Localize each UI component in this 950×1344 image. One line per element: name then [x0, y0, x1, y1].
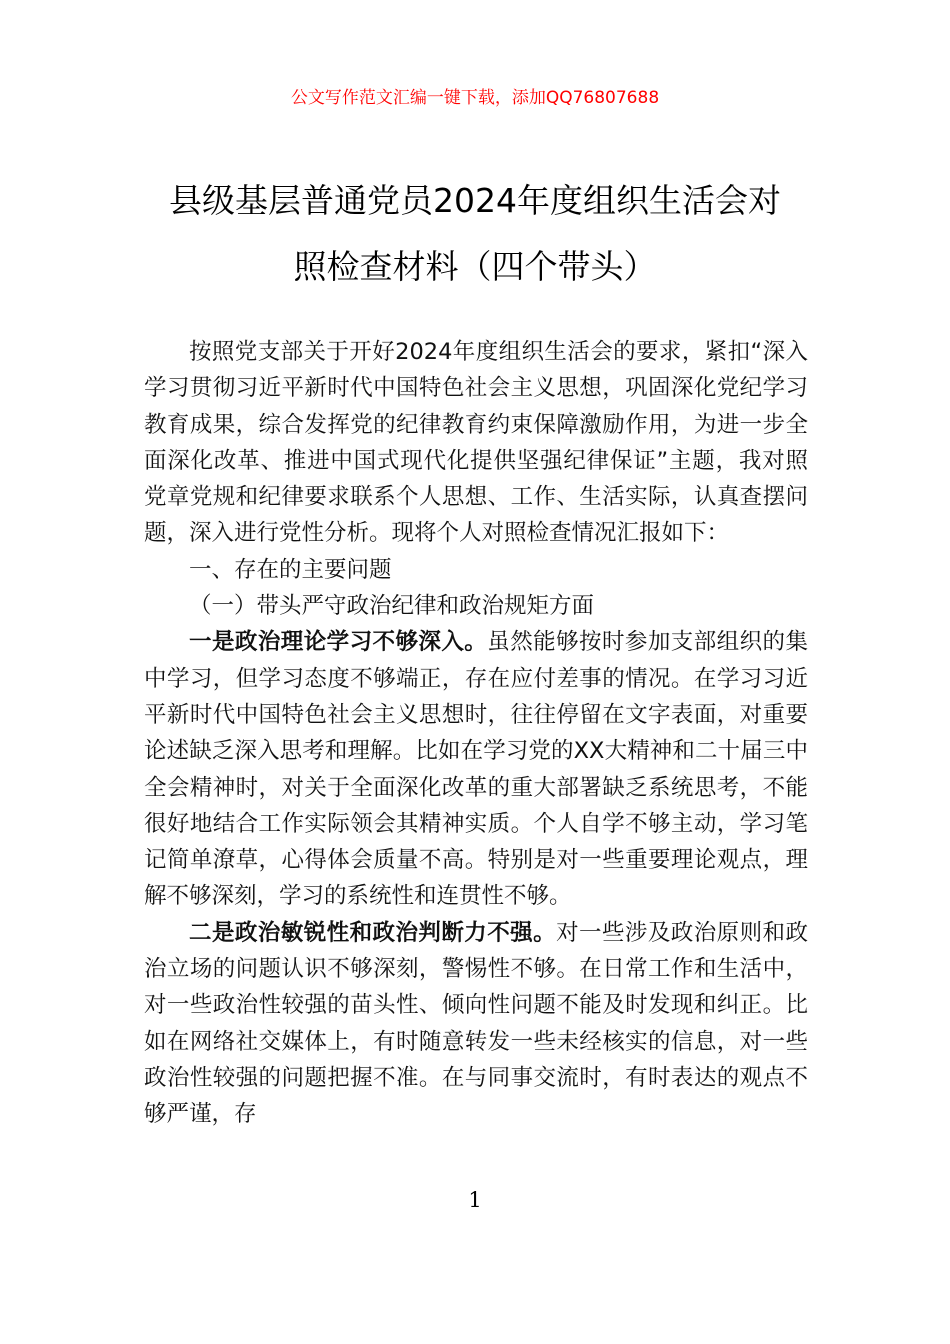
paragraph-2-lead: 二是政治敏锐性和政治判断力不强。 — [189, 919, 557, 946]
section-heading: 一、存在的主要问题 — [189, 556, 392, 583]
document-title — [110, 168, 840, 300]
paragraph-1 — [144, 624, 808, 914]
title-line-1: 县级基层普通党员2024年度组织生活会对 — [169, 181, 781, 220]
paragraph-1-text: 虽然能够按时参加支部组织的集中学习，但学习态度不够端正，存在应付差事的情况。在学习习近平新时代中国特色社会主义思想时，往往停留在文字表面，对重要论述缺乏深入思考和理解。比如在学习党的XX大精神和二十届三中全会精神时，对关于全面深化改革的重大部署缺乏系统思考，不能很好地结合工作实际领会其精神实质。个人自学不够主动，学习笔记简单潦草，心得体会质量不高。特别是对一些重要理论观点，理解不够深刻，学习的系统性和连贯性不够。 — [144, 629, 808, 910]
paragraph-1-lead: 一是政治理论学习不够深入。 — [189, 629, 488, 656]
intro-paragraph: 按照党支部关于开好2024年度组织生活会的要求，紧扣“深入学习贯彻习近平新时代中国特色社会主义思想，巩固深化党纪学习教育成果，综合发挥党的纪律教育约束保障激励作用，为进一步全面深化改革、推进中国式现代化提供坚强纪律保证”主题，我对照党章党规和纪律要求联系个人思想、工作、生活实际，认真查摆问题，深入进行党性分析。现将个人对照检查情况汇报如下： — [144, 339, 808, 547]
title-line-2: 照检查材料（四个带头） — [293, 247, 657, 286]
promo-header: 公文写作范文汇编一键下载，添加QQ76807688 — [290, 88, 660, 108]
subsection-heading: （一）带头严守政治纪律和政治规矩方面 — [189, 593, 595, 620]
document-body — [144, 334, 808, 1133]
paragraph-2-text: 对一些涉及政治原则和政治立场的问题认识不够深刻，警惕性不够。在日常工作和生活中，对一些政治性较强的苗头性、倾向性问题不能及时发现和纠正。比如在网络社交媒体上，有时随意转发一些未经核实的信息，对一些政治性较强的问题把握不准。在与同事交流时，有时表达的观点不够严谨，存 — [144, 919, 808, 1128]
page-number: 1 — [468, 1188, 482, 1212]
paragraph-2 — [144, 915, 808, 1133]
